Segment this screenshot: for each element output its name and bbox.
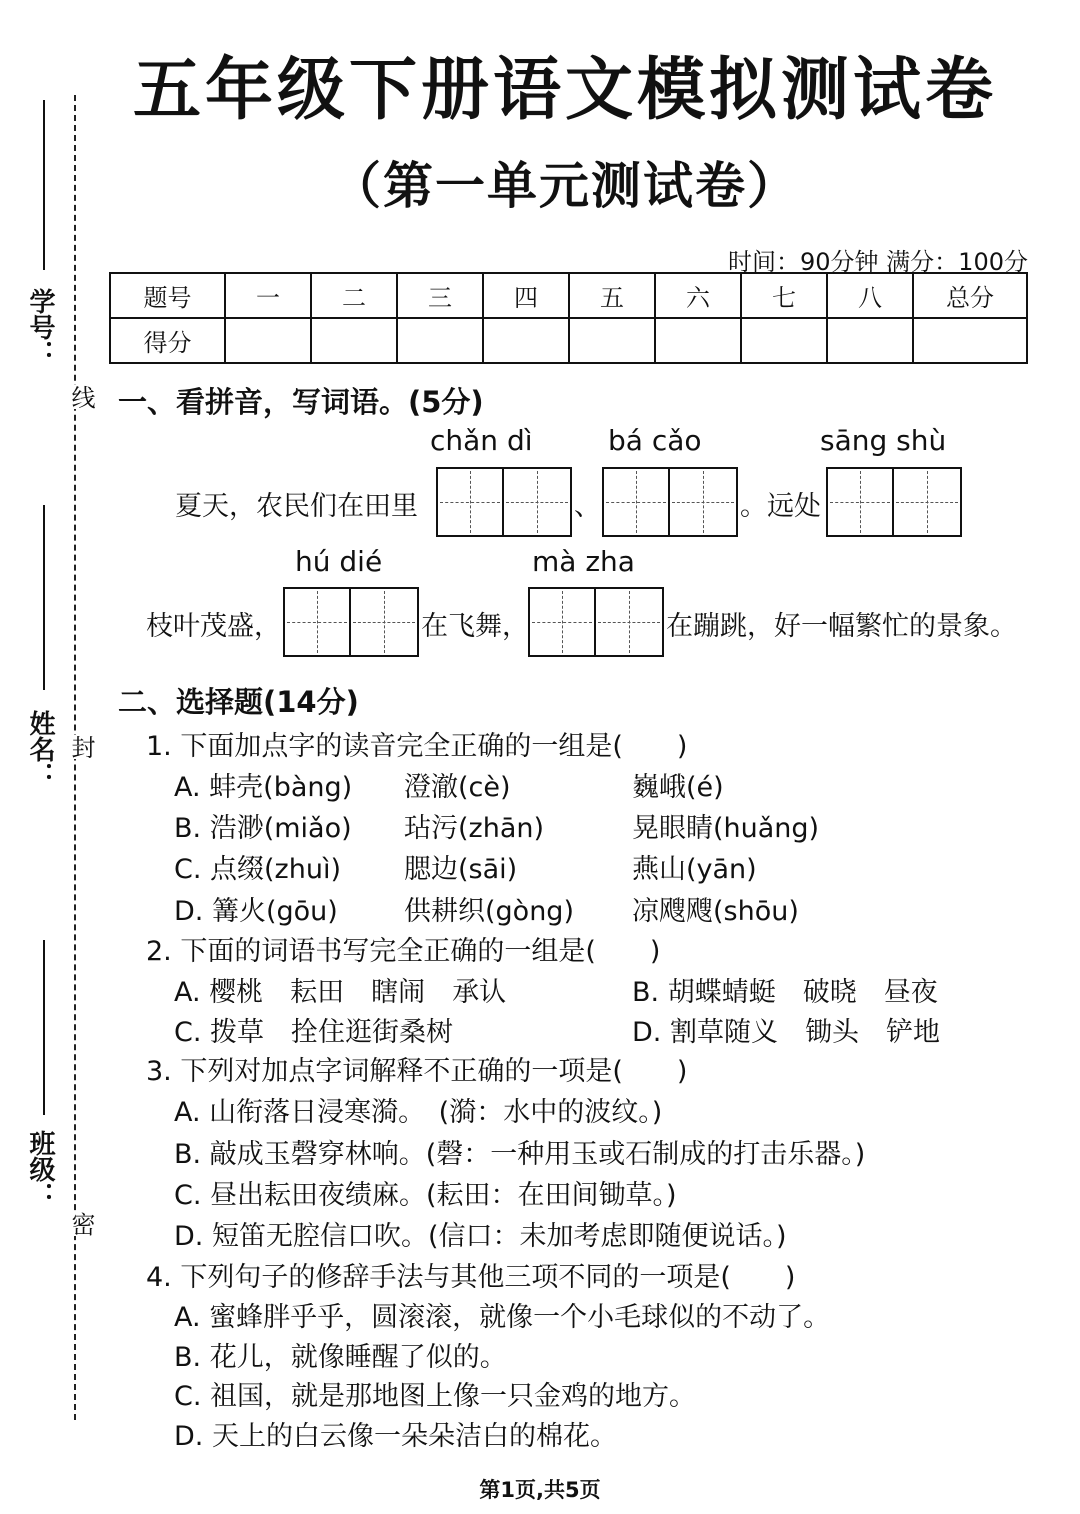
score-input-cell[interactable] [655,318,741,363]
option-c[interactable]: C. 点缀(zhuì) [174,854,341,885]
option-d[interactable]: D. 割草随义 锄头 铲地 [632,1017,940,1048]
exam-meta: 时间：90分钟 满分：100分 [728,248,1028,276]
score-input-cell[interactable] [397,318,483,363]
class-label: 班级： [25,1130,55,1208]
pinyin-label: sāng shù [820,424,947,457]
sentence-text: 在蹦跳，好一幅繁忙的景象。 [666,611,1017,642]
table-cell: 六 [655,273,741,318]
class-line [43,940,45,1115]
question-stem: 2. 下面的词语书写完全正确的一组是( ) [146,936,661,967]
option-b[interactable]: B. 花儿，就像睡醒了似的。 [174,1342,507,1373]
score-input-cell[interactable] [827,318,913,363]
option-d[interactable]: D. 天上的白云像一朵朵洁白的棉花。 [174,1421,617,1452]
sentence-text: 、 [574,491,601,522]
table-cell: 得分 [110,318,225,363]
writing-box[interactable] [602,467,738,537]
student-id-line [43,100,45,270]
option-d[interactable]: D. 短笛无腔信口吹。(信口：未加考虑即随便说话。) [174,1221,787,1252]
table-cell: 七 [741,273,827,318]
option-a-word: 澄澈(cè) [404,772,511,803]
table-cell: 二 [311,273,397,318]
score-table-header-row [110,273,1027,318]
sentence-text: 。远处 [740,491,821,522]
option-a[interactable]: A. 蜜蜂胖乎乎，圆滚滚，就像一个小毛球似的不动了。 [174,1302,831,1333]
pinyin-label: bá cǎo [608,424,702,457]
seal-line-text: 线 [64,385,99,409]
table-cell: 题号 [110,273,225,318]
page-subtitle: （第一单元测试卷） [331,157,799,215]
option-b-word: 晃眼睛(huǎng) [632,813,820,844]
option-a[interactable]: A. 山衔落日浸寒漪。 (漪：水中的波纹。) [174,1097,663,1128]
option-c[interactable]: C. 拨草 拴住逛街桑树 [174,1017,454,1048]
score-input-cell[interactable] [913,318,1027,363]
writing-box[interactable] [436,467,572,537]
option-c[interactable]: C. 昼出耘田夜绩麻。(耘田：在田间锄草。) [174,1180,677,1211]
score-input-cell[interactable] [225,318,311,363]
table-cell: 总分 [913,273,1027,318]
score-input-cell[interactable] [569,318,655,363]
writing-box[interactable] [283,587,419,657]
table-cell: 八 [827,273,913,318]
option-c-word: 燕山(yān) [632,854,757,885]
score-table [109,272,1028,364]
option-a[interactable]: A. 樱桃 耘田 瞎闹 承认 [174,977,507,1008]
score-table-score-row [110,318,1027,363]
name-label: 姓名： [25,710,55,788]
writing-box[interactable] [826,467,962,537]
option-b-word: 玷污(zhān) [404,813,545,844]
sentence-text: 夏天，农民们在田里 [175,491,418,522]
pinyin-label: chǎn dì [430,424,533,457]
question-stem: 1. 下面加点字的读音完全正确的一组是( ) [146,731,688,762]
question-stem: 3. 下列对加点字词解释不正确的一项是( ) [146,1056,688,1087]
option-a[interactable]: A. 蚌壳(bàng) [174,772,353,803]
option-c-word: 腮边(sāi) [404,854,518,885]
option-c[interactable]: C. 祖国，就是那地图上像一只金鸡的地方。 [174,1381,697,1412]
option-a-word: 巍峨(é) [632,772,724,803]
section1-heading: 一、看拼音，写词语。(5分) [118,385,484,419]
pinyin-label: hú dié [295,545,383,578]
sentence-text: 在飞舞， [421,611,529,642]
option-d-word: 供耕织(gòng) [404,896,574,927]
question-stem: 4. 下列句子的修辞手法与其他三项不同的一项是( ) [146,1262,796,1293]
score-input-cell[interactable] [311,318,397,363]
writing-box[interactable] [528,587,664,657]
option-b[interactable]: B. 胡蝶蜻蜓 破晓 昼夜 [632,977,938,1008]
table-cell: 三 [397,273,483,318]
option-b[interactable]: B. 浩渺(miǎo) [174,813,352,844]
student-id-label: 学号： [25,288,55,366]
table-cell: 四 [483,273,569,318]
name-line [43,505,45,690]
seal-seal-text: 封 [64,735,99,759]
sentence-text: 枝叶茂盛， [146,611,281,642]
page-number: 第1页,共5页 [479,1478,601,1502]
page-title: 五年级下册语文模拟测试卷 [132,51,997,130]
score-input-cell[interactable] [483,318,569,363]
score-input-cell[interactable] [741,318,827,363]
pinyin-label: mà zha [532,545,635,578]
table-cell: 五 [569,273,655,318]
option-d[interactable]: D. 篝火(gōu) [174,896,338,927]
option-d-word: 凉飕飕(shōu) [632,896,799,927]
option-b[interactable]: B. 敲成玉磬穿林响。(磬：一种用玉或石制成的打击乐器。) [174,1139,866,1170]
table-cell: 一 [225,273,311,318]
seal-secret-text: 密 [64,1212,99,1236]
section2-heading: 二、选择题(14分) [118,685,359,719]
